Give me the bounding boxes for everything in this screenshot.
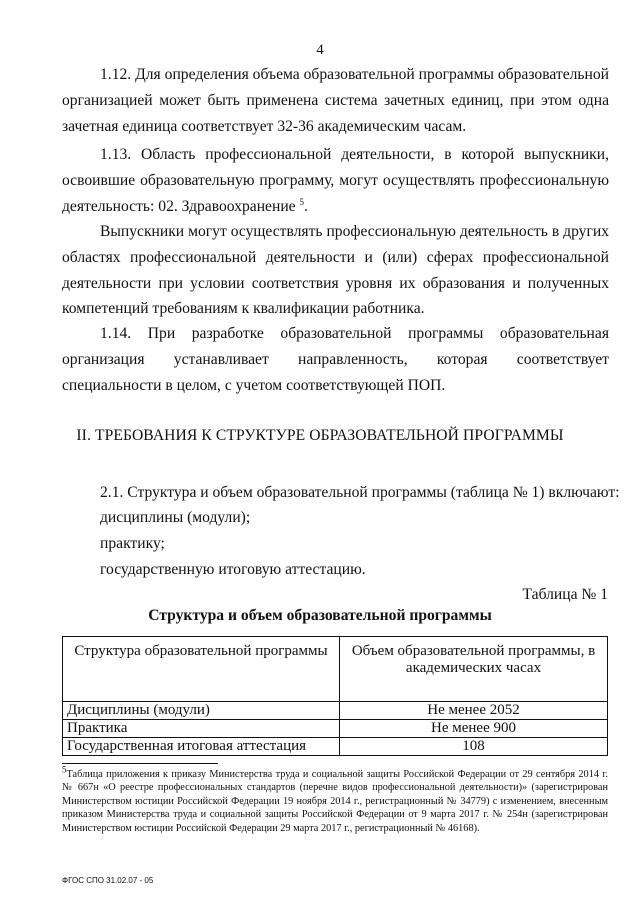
structure-item: дисциплины (модули); <box>100 509 251 526</box>
paragraph-graduates <box>62 219 609 322</box>
footnote-text: Таблица приложения к приказу Министерства труда и социальной защиты Российской Федерации от 29 сентября 2014 г. № 667н «О реестре профессиональных стандартов (перечне видов профессиональной деятельности)» (зарегистрирован Министерством юстиции Российской Федерации 19 ноября 2014 г., регистрационный № 34779) с изменением, внесенным приказом Министерства труда и социальной защиты Российской Федерации от 9 марта 2017 г. № 254н (зарегистрирован Министерством юстиции Российской Федерации 29 марта 2017 г., регистрационный № 46168). <box>62 769 608 834</box>
paragraph-1-12-rest: организацией может быть применена система зачетных единиц, при этом одна зачетная единица соответствует 32-36 академическим часам. <box>62 91 609 135</box>
footnote-number: 5 <box>62 764 67 775</box>
table-label: Таблица № 1 <box>522 586 608 603</box>
paragraph-1-13-first: 1.13. Область профессиональной деятельности, в которой выпускники, <box>100 146 609 163</box>
table-row <box>63 702 608 720</box>
structure-item: государственную итоговую аттестацию. <box>100 561 366 578</box>
paragraph-1-13-rest: освоившие образовательную программу, могут осуществлять профессиональную деятельность: 02. Здравоохранение <box>62 171 609 215</box>
table-cell-value: Не менее 900 <box>340 720 608 738</box>
paragraph-graduates-rest: областях профессиональной деятельности и (или) сферах профессиональной деятельности при условии соответствия уровня их образования и полученных компетенций требованиям к квалификации работника. <box>62 248 609 318</box>
paragraph-1-14-rest: организация устанавливает направленность, которая соответствует специальности в целом, с учетом соответствующей ПОП. <box>62 350 609 394</box>
paragraph-1-14 <box>62 321 609 398</box>
table-row <box>63 720 608 738</box>
paragraph-graduates-first: Выпускники могут осуществлять профессиональную деятельность в других <box>100 223 609 240</box>
table-cell-name: Практика <box>63 720 340 738</box>
structure-intro: 2.1. Структура и объем образовательной программы (таблица № 1) включают: <box>100 484 620 501</box>
table-cell-value: Не менее 2052 <box>340 702 608 720</box>
table-header-structure: Структура образовательной программы <box>63 637 340 702</box>
paragraph-1-13 <box>62 142 609 219</box>
table-cell-name: Государственная итоговая аттестация <box>63 738 340 756</box>
footnote <box>62 764 608 835</box>
table-cell-value: 108 <box>340 738 608 756</box>
table-header-row <box>63 637 608 702</box>
table-row <box>63 738 608 756</box>
structure-table <box>62 636 608 756</box>
section-title: II. ТРЕБОВАНИЯ К СТРУКТУРЕ ОБРАЗОВАТЕЛЬНОЙ ПРОГРАММЫ <box>76 427 564 444</box>
structure-item: практику; <box>100 535 165 552</box>
footnote-ref: 5 <box>299 196 304 207</box>
paragraph-1-13-tail: . <box>304 197 308 215</box>
table-cell-name: Дисциплины (модули) <box>63 702 340 720</box>
footer-code: ФГОС СПО 31.02.07 - 05 <box>62 876 154 885</box>
paragraph-1-12 <box>62 62 609 139</box>
paragraph-1-12-first: 1.12. Для определения объема образовательной программы образовательной <box>100 66 609 83</box>
table-header-volume: Объем образовательной программы, в академических часах <box>340 637 608 702</box>
page-number: 4 <box>316 42 324 58</box>
footnote-separator <box>62 763 218 764</box>
paragraph-1-14-first: 1.14. При разработке образовательной программы образовательная <box>100 325 609 342</box>
table-title: Структура и объем образовательной программы <box>148 607 492 624</box>
